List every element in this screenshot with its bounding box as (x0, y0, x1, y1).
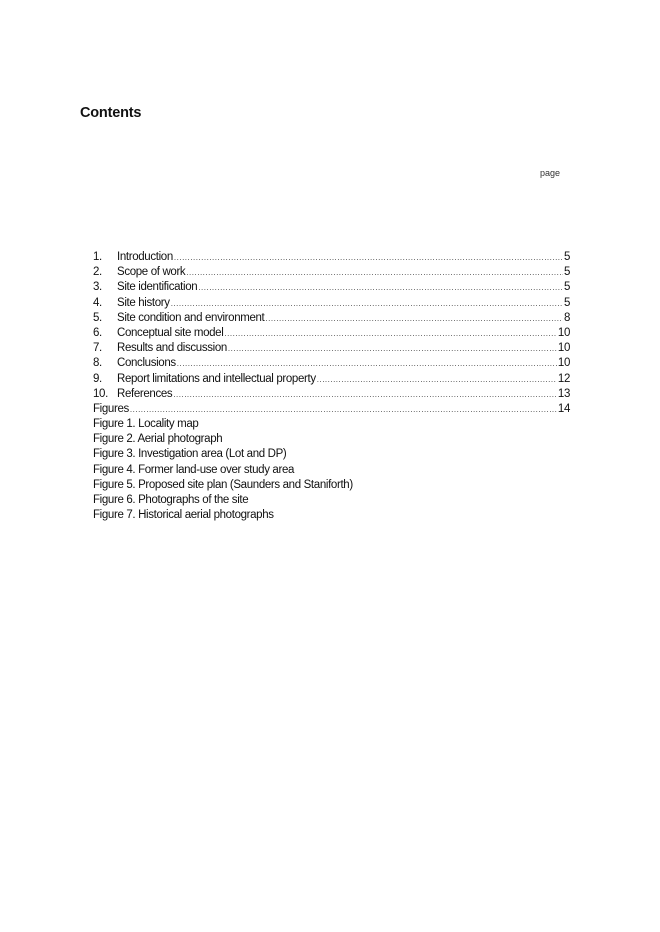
toc-entry-title: References (117, 387, 173, 400)
dot-leader (224, 326, 556, 341)
page-column-label: page (540, 168, 561, 178)
dot-leader (317, 372, 557, 387)
figure-item[interactable]: Figure 1. Locality map (93, 418, 199, 430)
toc-entry-references[interactable] (93, 387, 570, 402)
toc-entry-title: Conceptual site model (117, 326, 224, 339)
dot-leader (171, 296, 563, 311)
toc-entry-title: Figures (93, 402, 129, 415)
toc-entry-report-limitations[interactable] (93, 372, 570, 387)
figure-list (93, 417, 353, 523)
toc-entry-conclusions[interactable] (93, 356, 570, 371)
toc-entry-title: Site identification (117, 281, 198, 294)
dot-leader (174, 250, 563, 265)
toc-entry-number: 8. (93, 357, 102, 370)
figure-item[interactable]: Figure 6. Photographs of the site (93, 493, 249, 506)
figure-item[interactable]: Figure 7. Historical aerial photographs (93, 509, 274, 522)
toc-entry-number: 10. (93, 387, 108, 400)
dot-leader (186, 265, 563, 280)
dot-leader (177, 356, 557, 371)
toc-entry-page: 10 (557, 326, 570, 339)
dot-leader (130, 402, 557, 417)
toc-entry-page: 5 (563, 266, 570, 279)
dot-leader (198, 280, 563, 295)
toc-entry-title: Conclusions (117, 357, 176, 370)
dot-leader (173, 387, 557, 402)
table-of-contents (93, 250, 570, 417)
toc-entry-number: 9. (93, 372, 102, 385)
toc-entry-site-identification[interactable] (93, 280, 570, 295)
toc-entry-number: 2. (93, 266, 102, 279)
toc-entry-title: Site condition and environment (117, 311, 265, 324)
dot-leader (228, 341, 557, 356)
toc-entry-number: 6. (93, 326, 102, 339)
toc-entry-number: 4. (93, 296, 102, 309)
toc-entry-page: 5 (563, 296, 570, 309)
toc-entry-page: 14 (557, 402, 570, 415)
figure-item[interactable]: Figure 4. Former land-use over study area (93, 463, 295, 476)
toc-entry-number: 1. (93, 251, 102, 263)
toc-entry-site-history[interactable] (93, 296, 570, 311)
toc-entry-page: 5 (563, 281, 570, 294)
toc-entry-page: 10 (557, 342, 570, 355)
toc-entry-page: 12 (557, 372, 570, 385)
toc-entry-figures[interactable] (93, 402, 570, 417)
toc-entry-number: 3. (93, 281, 102, 294)
toc-entry-page: 10 (557, 357, 570, 370)
toc-entry-scope-of-work[interactable] (93, 265, 570, 280)
contents-heading: Contents (80, 105, 142, 121)
dot-leader (265, 311, 563, 326)
toc-entry-number: 7. (93, 342, 102, 355)
toc-entry-conceptual-site-model[interactable] (93, 326, 570, 341)
toc-entry-introduction[interactable] (93, 250, 570, 265)
toc-entry-page: 8 (563, 311, 570, 324)
toc-entry-title: Site history (117, 296, 170, 309)
toc-entry-results-and-discussion[interactable] (93, 341, 570, 356)
figure-item[interactable]: Figure 3. Investigation area (Lot and DP) (93, 448, 287, 461)
toc-entry-page: 5 (563, 251, 570, 263)
toc-entry-title: Report limitations and intellectual property (117, 372, 316, 385)
toc-entry-title: Introduction (117, 251, 173, 263)
toc-entry-site-condition[interactable] (93, 311, 570, 326)
toc-entry-title: Results and discussion (117, 342, 227, 355)
figure-item[interactable]: Figure 2. Aerial photograph (93, 433, 223, 446)
toc-entry-page: 13 (557, 387, 570, 400)
toc-entry-title: Scope of work (117, 266, 186, 279)
toc-entry-number: 5. (93, 311, 102, 324)
figure-item[interactable]: Figure 5. Proposed site plan (Saunders and Staniforth) (93, 478, 353, 491)
